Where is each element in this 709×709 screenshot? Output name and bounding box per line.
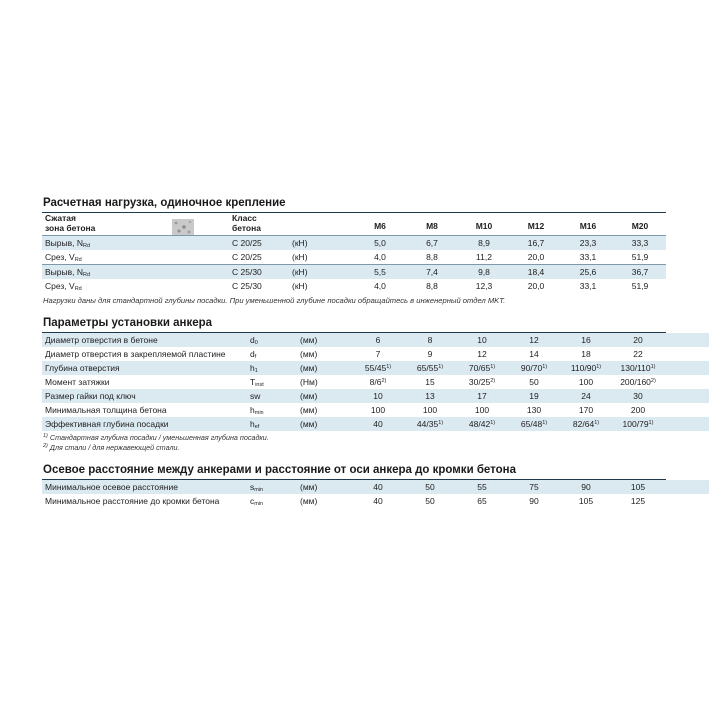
table-row xyxy=(42,250,666,265)
param-label: Диаметр отверстия в бетоне xyxy=(42,333,250,347)
footnote-ref: 1) xyxy=(438,364,444,370)
table-row xyxy=(42,494,709,508)
unit: (мм) xyxy=(300,405,318,415)
spacer-cell xyxy=(664,480,709,494)
value-cell: 12,3 xyxy=(475,281,493,291)
value-cell: 200/160$^{2)}$ xyxy=(620,377,656,387)
value-cell: 6,7 xyxy=(406,236,458,251)
value-cell: 9 xyxy=(427,349,433,359)
value-cell: 19 xyxy=(508,389,560,403)
size-header: M12 xyxy=(510,213,562,236)
value-cell: 13 xyxy=(404,389,456,403)
spacing-label: Минимальное осевое расстояние xyxy=(42,480,250,494)
subscript: 1 xyxy=(254,368,258,374)
table-row xyxy=(42,361,709,375)
size-header: M10 xyxy=(458,213,510,236)
load-section-title: Расчетная нагрузка, одиночное крепление xyxy=(42,196,666,213)
concrete-class: C 25/30 xyxy=(232,281,262,291)
table-row xyxy=(42,236,666,251)
spacing-label: Минимальное расстояние до кромки бетона xyxy=(45,496,220,506)
spacer-cell xyxy=(664,347,709,361)
unit: (мм) xyxy=(300,349,318,359)
value-cell: 17 xyxy=(456,389,508,403)
footnote-ref: 1) xyxy=(490,364,496,370)
subscript: f xyxy=(254,354,257,360)
value-cell: 8,8 xyxy=(426,281,438,291)
value-cell: 40 xyxy=(352,480,404,494)
unit: (мм) xyxy=(300,389,352,403)
table-row xyxy=(42,375,709,389)
unit: (кН) xyxy=(292,265,354,280)
footnote-mark: 1) xyxy=(43,433,48,439)
subscript: Rd xyxy=(74,286,82,292)
param-label: Момент затяжки xyxy=(45,377,110,387)
value-cell: 25,6 xyxy=(562,265,614,280)
value-cell: 5,0 xyxy=(354,236,406,251)
value-cell: 110/90$^{1)}$ xyxy=(560,361,612,375)
footnote-ref: 1) xyxy=(542,364,548,370)
value-cell: 40 xyxy=(373,496,383,506)
footnote-mark: 2) xyxy=(43,443,48,449)
table-row xyxy=(42,265,666,280)
value-cell: 90 xyxy=(529,496,539,506)
param-label: Глубина отверстия xyxy=(42,361,250,375)
zone-header-line2: зона бетона xyxy=(45,223,96,233)
value-cell: 65/55$^{1)}$ xyxy=(404,361,456,375)
value-cell: 105 xyxy=(578,496,594,506)
params-table xyxy=(42,333,709,431)
value-cell: 12 xyxy=(508,333,560,347)
value-cell: 10 xyxy=(352,389,404,403)
footnote-ref: 2) xyxy=(490,378,496,384)
value-cell: 90 xyxy=(560,480,612,494)
unit: (кН) xyxy=(292,236,354,251)
subscript: min xyxy=(254,501,264,507)
subscript: min xyxy=(254,410,264,416)
params-section-title: Параметры установки анкера xyxy=(42,316,666,333)
value-cell: 18,4 xyxy=(510,265,562,280)
footnote-ref: 1) xyxy=(596,364,602,370)
value-cell: 100 xyxy=(578,377,594,387)
value-cell: 100/79$^{1)}$ xyxy=(612,417,664,431)
param-symbol: sw xyxy=(250,389,300,403)
footnote-text: Стандартная глубина посадки / уменьшенная глубина посадки. xyxy=(47,433,269,442)
value-cell: 70/65$^{1)}$ xyxy=(456,361,508,375)
param-label: Размер гайки под ключ xyxy=(42,389,250,403)
param-symbol: $d_0$ xyxy=(250,333,300,347)
table-row xyxy=(42,403,709,417)
value-cell: 170 xyxy=(578,405,594,415)
value-cell: 12 xyxy=(477,349,487,359)
param-symbol: $h_{min}$ xyxy=(250,405,264,416)
value-cell: 75 xyxy=(508,480,560,494)
value-cell: 100 xyxy=(422,405,438,415)
value-cell: 65 xyxy=(477,496,487,506)
spacer-cell xyxy=(664,494,709,508)
value-cell: 6 xyxy=(352,333,404,347)
param-label: Диаметр отверстия в закрепляемой пластине xyxy=(45,349,226,359)
spacer-cell xyxy=(164,250,232,265)
spacing-symbol: $s_{min}$ xyxy=(250,480,300,494)
size-header: M20 xyxy=(614,213,666,236)
value-cell: 44/35$^{1)}$ xyxy=(404,417,456,431)
footnote-ref: 1) xyxy=(594,420,600,426)
param-symbol: $T_{inst}$ xyxy=(250,377,264,388)
param-symbol: $d_f$ xyxy=(250,349,257,360)
table-row xyxy=(42,347,709,361)
param-symbol: $h_{ef}$ xyxy=(250,417,300,431)
concrete-class: C 20/25 xyxy=(232,250,292,265)
value-cell: 105 xyxy=(612,480,664,494)
value-cell: 48/42$^{1)}$ xyxy=(456,417,508,431)
footnotes xyxy=(42,433,666,453)
subscript: Rd xyxy=(83,243,91,249)
footnote xyxy=(42,433,666,443)
value-cell: 23,3 xyxy=(562,236,614,251)
value-cell: 8/6$^{2)}$ xyxy=(369,377,387,387)
load-row-label: Срез, $V_{Rd}$ xyxy=(45,281,82,292)
value-cell: 8 xyxy=(404,333,456,347)
load-table xyxy=(42,213,666,293)
value-cell: 65/48$^{1)}$ xyxy=(508,417,560,431)
value-cell: 20 xyxy=(612,333,664,347)
spacer-cell xyxy=(164,265,232,280)
value-cell: 130/110$^{1)}$ xyxy=(612,361,664,375)
size-header: M16 xyxy=(562,213,614,236)
subscript: min xyxy=(254,487,264,493)
value-cell: 8,9 xyxy=(458,236,510,251)
value-cell: 33,1 xyxy=(562,250,614,265)
value-cell: 55/45$^{1)}$ xyxy=(352,361,404,375)
value-cell: 50 xyxy=(404,480,456,494)
unit: (кН) xyxy=(292,281,308,291)
spacer-cell xyxy=(664,361,709,375)
concrete-texture-icon xyxy=(172,219,194,235)
value-cell: 50 xyxy=(529,377,539,387)
table-row xyxy=(42,417,709,431)
table-row xyxy=(42,333,709,347)
footnote-ref: 1) xyxy=(648,420,654,426)
concrete-class: C 20/25 xyxy=(232,236,292,251)
value-cell: 16,7 xyxy=(510,236,562,251)
value-cell: 40 xyxy=(352,417,404,431)
value-cell: 30/25$^{2)}$ xyxy=(468,377,496,387)
class-header-line2: бетона xyxy=(232,223,261,233)
footnote-text: Для стали / для нержавеющей стали. xyxy=(47,443,180,452)
footnote-ref: 1) xyxy=(490,420,496,426)
value-cell: 8,8 xyxy=(406,250,458,265)
param-label: Эффективная глубина посадки xyxy=(42,417,250,431)
value-cell: 130 xyxy=(526,405,542,415)
value-cell: 33,1 xyxy=(579,281,597,291)
value-cell: 20,0 xyxy=(510,250,562,265)
value-cell: 20,0 xyxy=(527,281,545,291)
value-cell: 200 xyxy=(630,405,646,415)
unit: (мм) xyxy=(300,417,352,431)
value-cell: 7,4 xyxy=(406,265,458,280)
footnote xyxy=(42,443,666,453)
value-cell: 18 xyxy=(581,349,591,359)
unit: (мм) xyxy=(300,496,318,506)
value-cell: 16 xyxy=(560,333,612,347)
value-cell: 24 xyxy=(560,389,612,403)
value-cell: 100 xyxy=(474,405,490,415)
spacer-cell xyxy=(664,417,709,431)
value-cell: 9,8 xyxy=(458,265,510,280)
spacing-table xyxy=(42,480,709,508)
spacing-section-title: Осевое расстояние между анкерами и расстояние от оси анкера до кромки бетона xyxy=(42,463,666,480)
subscript: Rd xyxy=(83,272,91,278)
value-cell: 7 xyxy=(375,349,381,359)
load-row-label: Вырыв, $N_{Rd}$ xyxy=(42,265,164,280)
footnote-ref: 1) xyxy=(438,420,444,426)
value-cell: 14 xyxy=(529,349,539,359)
unit: (мм) xyxy=(300,480,352,494)
unit: (кН) xyxy=(292,250,354,265)
value-cell: 55 xyxy=(456,480,508,494)
subscript: inst xyxy=(255,382,264,388)
spacer-cell xyxy=(164,236,232,251)
load-row-label: Вырыв, $N_{Rd}$ xyxy=(42,236,164,251)
value-cell: 33,3 xyxy=(614,236,666,251)
spacer-cell xyxy=(664,333,709,347)
footnote-ref: 1) xyxy=(650,364,656,370)
param-symbol: $h_1$ xyxy=(250,361,300,375)
value-cell: 82/64$^{1)}$ xyxy=(560,417,612,431)
subscript: 0 xyxy=(254,340,258,346)
value-cell: 100 xyxy=(370,405,386,415)
table-row xyxy=(42,389,709,403)
footnote-ref: 1) xyxy=(542,420,548,426)
table-row xyxy=(42,480,709,494)
unit: (Нм) xyxy=(300,377,318,387)
zone-header-line1: Сжатая xyxy=(45,213,76,223)
value-cell: 125 xyxy=(630,496,646,506)
load-note: Нагрузки даны для стандартной глубины посадки. При уменьшенной глубине посадки обращайтесь в инженерный отдел MKT. xyxy=(43,296,506,305)
spacer-cell xyxy=(664,389,709,403)
value-cell: 11,2 xyxy=(458,250,510,265)
value-cell: 36,7 xyxy=(614,265,666,280)
value-cell: 5,5 xyxy=(354,265,406,280)
param-label: Минимальная толщина бетона xyxy=(45,405,167,415)
size-header: M8 xyxy=(406,213,458,236)
spacing-symbol: $c_{min}$ xyxy=(250,496,264,507)
value-cell: 10 xyxy=(456,333,508,347)
value-cell: 51,9 xyxy=(631,281,649,291)
value-cell: 30 xyxy=(612,389,664,403)
value-cell: 22 xyxy=(633,349,643,359)
value-cell: 90/70$^{1)}$ xyxy=(508,361,560,375)
value-cell: 15 xyxy=(425,377,435,387)
value-cell: 51,9 xyxy=(614,250,666,265)
class-header-line1: Класс xyxy=(232,213,257,223)
document-page xyxy=(42,196,666,508)
spacer-cell xyxy=(664,375,709,389)
table-row xyxy=(42,279,666,293)
footnote-ref: 2) xyxy=(381,378,387,384)
value-cell: 4,0 xyxy=(374,281,386,291)
subscript: Rd xyxy=(74,257,82,263)
footnote-ref: 2) xyxy=(650,378,656,384)
size-header: M6 xyxy=(354,213,406,236)
unit: (мм) xyxy=(300,361,352,375)
value-cell: 50 xyxy=(425,496,435,506)
footnote-ref: 1) xyxy=(386,364,392,370)
concrete-class: C 25/30 xyxy=(232,265,292,280)
unit: (мм) xyxy=(300,333,352,347)
value-cell: 4,0 xyxy=(354,250,406,265)
subscript: ef xyxy=(254,424,260,430)
spacer-cell xyxy=(664,403,709,417)
load-row-label: Срез, $V_{Rd}$ xyxy=(42,250,164,265)
load-header-row xyxy=(42,213,666,236)
spacer-cell xyxy=(164,279,232,293)
